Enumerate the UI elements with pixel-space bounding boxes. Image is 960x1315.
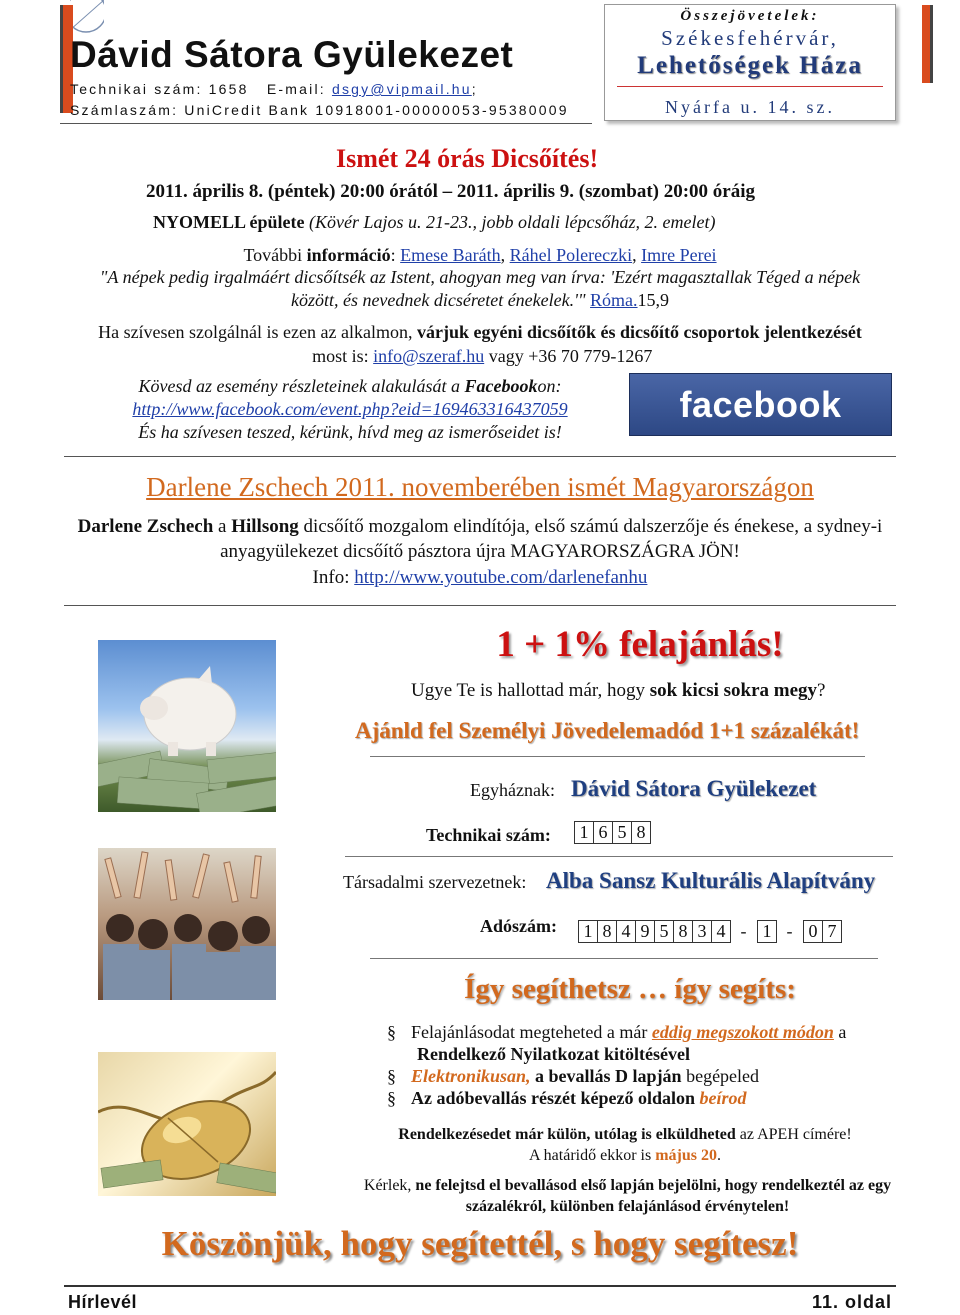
- b1-orange: eddig megszokott módon: [651, 1022, 834, 1042]
- digit-box: 8: [631, 821, 651, 844]
- b2-orange: Elektronikusan,: [411, 1066, 531, 1086]
- question-a: Ugye Te is hallottad már, hogy: [411, 680, 650, 701]
- divider-2: [64, 605, 896, 606]
- thank-you-banner: Köszönjük, hogy segítettél, s hogy segítesz!: [161, 1224, 799, 1263]
- footer-page-number: 11. oldal: [812, 1292, 893, 1312]
- note-deadline: [345, 1147, 905, 1165]
- b1-bold: Rendelkező Nyilatkozat kitöltésével: [417, 1044, 690, 1064]
- event2-info: Info: http://www.youtube.com/darlenefanhu: [312, 567, 648, 588]
- contact-link-1[interactable]: Emese Baráth: [400, 245, 501, 265]
- bank-account-line: Számlaszám: UniCredit Bank 10918001-00000053-95380009: [70, 102, 569, 118]
- event1-title: Ismét 24 órás Dicsőítés!: [336, 144, 599, 173]
- civil-org-name: Alba Sansz Kulturális Alapítvány: [546, 868, 876, 893]
- facebook-text-block: [80, 375, 620, 444]
- note-send: [345, 1126, 905, 1144]
- digit-box: 4: [711, 920, 731, 943]
- note3-bold: ne felejtsd el bevallásod első lapján bejelölni, hogy rendelkeztél az egy százalékról, különben felajánlásod érvénytelen!: [415, 1177, 892, 1215]
- b1-a: Felajánlásodat megteheted a már: [411, 1022, 652, 1042]
- invite-email-link[interactable]: info@szeraf.hu: [373, 346, 485, 366]
- list-item: [411, 1065, 901, 1087]
- contact-link-3[interactable]: Imre Perei: [641, 245, 717, 265]
- meetings-city: Székesfehérvár,: [661, 26, 839, 50]
- divider-tax: [370, 958, 878, 959]
- header-email-link[interactable]: dsgy@vipmail.hu: [331, 81, 472, 97]
- church-name: Dávid Sátora Gyülekezet: [571, 776, 817, 801]
- question-end: ?: [817, 680, 826, 701]
- tax-number-label: Adószám:: [480, 916, 557, 936]
- fb-bold: Facebook: [464, 376, 538, 396]
- dash: -: [786, 921, 793, 941]
- hillsong-name: Hillsong: [231, 516, 299, 537]
- bible-quote: [75, 266, 885, 312]
- b2-rest: begépeled: [681, 1066, 760, 1086]
- donation-offer: Ajánld fel Személyi Jövedelemadód 1+1 százalékát!: [355, 718, 860, 743]
- b3-bold: Az adóbevallás részét képező oldalon: [411, 1088, 695, 1108]
- header-left-rule: [60, 123, 592, 124]
- meetings-address: Nyárfa u. 14. sz.: [665, 97, 835, 117]
- note-reminder: [355, 1175, 900, 1217]
- divider-1: [64, 456, 896, 457]
- info-colon: :: [390, 245, 401, 265]
- page-title: Dávid Sátora Gyülekezet: [70, 34, 514, 75]
- event1-dates: 2011. április 8. (péntek) 20:00 órától – 2011. április 9. (szombat) 20:00 óráig: [146, 181, 756, 202]
- note3-a: Kérlek,: [363, 1177, 416, 1194]
- note1-bold: Rendelkezésedet már külön, utólag is elküldheted: [398, 1126, 736, 1143]
- list-item: [411, 1021, 901, 1065]
- bible-ref-link[interactable]: Róma.: [590, 290, 638, 310]
- location-venue: NYOMELL épülete: [153, 212, 305, 232]
- fb-prefix: Kövesd az esemény részleteinek alakulását a: [138, 376, 465, 396]
- tech-number-label: Technikai szám:: [426, 825, 551, 845]
- facebook-event-link[interactable]: http://www.facebook.com/event.php?eid=169463316437059: [132, 399, 568, 419]
- donation-question: [411, 680, 825, 702]
- header-right-bar: [922, 5, 933, 83]
- digit-box: 6: [593, 821, 613, 844]
- digit-box: 5: [654, 920, 674, 943]
- digit-box: 7: [822, 920, 842, 943]
- tech-email-line: [70, 81, 478, 97]
- facebook-follow-line: [80, 375, 620, 398]
- event1-location: [153, 212, 715, 233]
- invite-phone: vagy +36 70 779-1267: [484, 346, 653, 366]
- event2-text-b: dicsőítő mozgalom elindítója, első számú dalszerzője és énekese, a sydney-i anyagyülekezet dicsőítő pásztora újra MAGYARORSZÁGRA JÖN!: [220, 516, 883, 562]
- invite-prefix: Ha szívesen szolgálnál is ezen az alkalmon,: [98, 322, 417, 342]
- bible-quote-text: "A népek pedig irgalmáért dicsőítsék az Istent, ahogyan meg van írva: 'Ezért magasztallak Téged a népek között, és nevednek dicséretet énekelek.'": [99, 267, 861, 310]
- info-label-link[interactable]: Info: [312, 567, 345, 588]
- piggy-bank-image: [98, 640, 276, 812]
- note1-rest: az APEH címére!: [735, 1126, 852, 1143]
- bible-ref-num: 15,9: [637, 290, 670, 310]
- meetings-label: Összejövetelek:: [680, 8, 820, 24]
- youtube-link[interactable]: http://www.youtube.com/darlenefanhu: [354, 567, 648, 588]
- digit-box: 1: [574, 821, 594, 844]
- info-prefix: További: [243, 245, 307, 265]
- list-item: [411, 1087, 901, 1109]
- event1-invite: [80, 320, 880, 368]
- digit-box: 8: [673, 920, 693, 943]
- header-logo: [70, 0, 104, 36]
- deadline-date: május 20: [655, 1147, 717, 1164]
- event1-contacts: További információ: Emese Baráth, Ráhel Polereczki, Imre Perei: [243, 245, 717, 265]
- facebook-invite-line: És ha szívesen teszed, kérünk, hívd meg az ismerőseidet is!: [138, 422, 562, 442]
- digit-box: 9: [635, 920, 655, 943]
- tax-number-boxes: [578, 920, 841, 943]
- dash: -: [740, 921, 747, 941]
- digit-box: 8: [597, 920, 617, 943]
- digit-box: 4: [616, 920, 636, 943]
- tech-number-boxes: [574, 821, 650, 844]
- event2-text-a: a: [213, 516, 232, 537]
- church-label: Egyháznak:: [470, 780, 555, 800]
- b1-b: a: [833, 1022, 851, 1042]
- civil-label: Társadalmi szervezetnek:: [343, 872, 527, 892]
- how-to-title: Így segíthetsz … így segíts:: [464, 973, 796, 1005]
- digit-box: 1: [757, 920, 777, 943]
- footer-rule: [64, 1285, 896, 1287]
- meetings-box: [604, 4, 896, 121]
- b2-bold: a bevallás D lapján: [530, 1066, 682, 1086]
- divider-offer: [370, 756, 865, 757]
- invite-bold: várjuk egyéni dicsőítők és dicsőítő csoportok jelentkezését: [416, 322, 862, 342]
- digit-box: 5: [612, 821, 632, 844]
- worship-crowd-image: [98, 848, 276, 1000]
- note2-a: A határidő ekkor is: [529, 1147, 656, 1164]
- event2-body: [70, 514, 890, 564]
- question-bold: sok kicsi sokra megy: [649, 680, 818, 701]
- digit-box: 1: [578, 920, 598, 943]
- digit-box: 0: [803, 920, 823, 943]
- note2-end: .: [716, 1147, 721, 1164]
- contact-link-2[interactable]: Ráhel Polereczki: [509, 245, 633, 265]
- info-label: információ: [306, 245, 391, 265]
- how-to-list: [411, 1021, 901, 1109]
- meetings-venue: Lehetőségek Háza: [637, 52, 863, 79]
- tech-number-text: Technikai szám: 1658 E-mail:: [70, 81, 332, 97]
- tech-line-suffix: ;: [471, 81, 478, 97]
- fb-suffix: on:: [537, 376, 562, 396]
- facebook-logo-text: facebook: [679, 384, 842, 425]
- event2-title: Darlene Zschech 2011. novemberében ismét Magyarországon: [146, 472, 814, 502]
- donation-title: 1 + 1% felajánlás!: [496, 624, 784, 665]
- darlene-name: Darlene Zschech: [77, 516, 214, 537]
- invite-mid: most is:: [307, 346, 374, 366]
- footer-left: Hírlevél: [68, 1292, 138, 1312]
- location-details: (Kövér Lajos u. 21-23., jobb oldali lépcsőház, 2. emelet): [304, 212, 716, 232]
- digit-box: 3: [692, 920, 712, 943]
- golden-mouse-image: [98, 1052, 276, 1196]
- divider-civil: [345, 856, 893, 857]
- b3-orange: beírod: [694, 1088, 747, 1108]
- facebook-logo[interactable]: [629, 373, 892, 436]
